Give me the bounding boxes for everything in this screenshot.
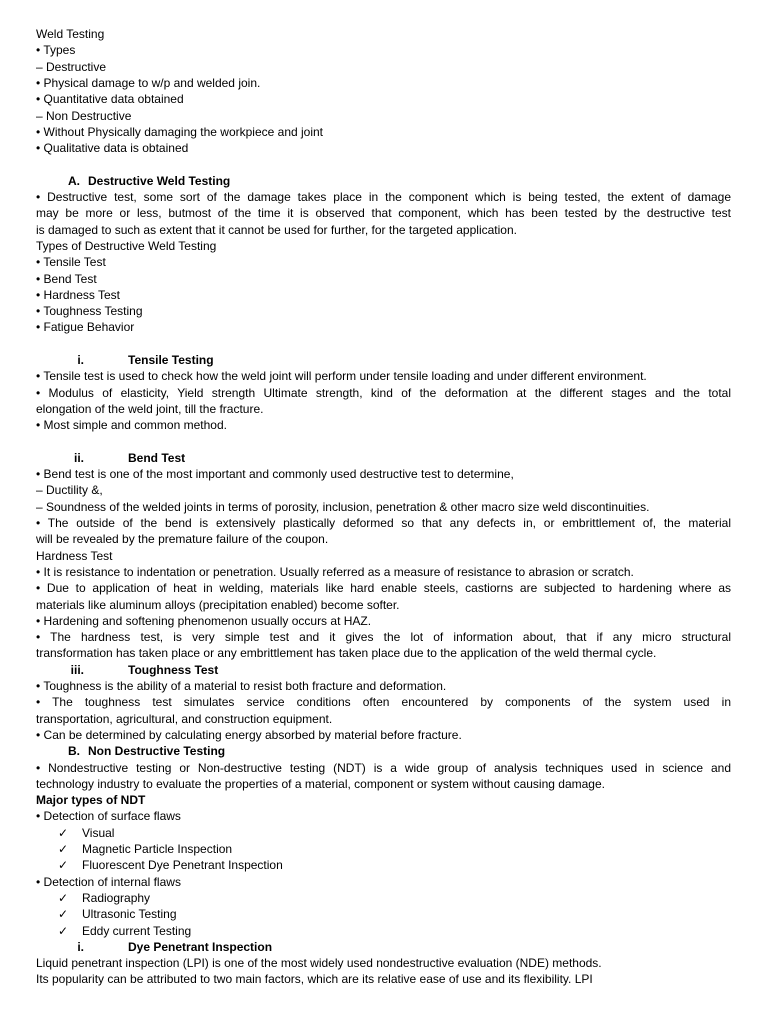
text-line: • The hardness test, is very simple test and it gives the lot of information about, that if any micro structural	[36, 630, 731, 645]
subsection-heading	[58, 662, 731, 678]
text-line: • Due to application of heat in welding, materials like hard enable steels, castiorns are subjected to hardening where as	[36, 581, 731, 596]
heading-number: i.	[77, 939, 84, 954]
heading-number: A.	[68, 173, 80, 188]
text-line: • Tensile Test	[36, 255, 106, 270]
text-line: materials like aluminum alloys (precipitation enabled) become softer.	[36, 597, 400, 612]
text-line: may be more or less, butmost of the time it is observed that component, which has been tested by the destructive test	[36, 206, 731, 221]
text-line: • Types	[36, 43, 76, 58]
text-line: • Most simple and common method.	[36, 418, 227, 433]
checklist-item	[58, 857, 753, 873]
heading-number: ii.	[73, 450, 84, 465]
checklist-text: Eddy current Testing	[82, 923, 192, 938]
text-line: • Toughness Testing	[36, 304, 143, 319]
heading-text: Destructive Weld Testing	[88, 173, 231, 188]
text-line: • Destructive test, some sort of the damage takes place in the component which is being tested, the extent of damage	[36, 190, 731, 204]
heading-text: Bend Test	[128, 450, 186, 465]
checklist-text: Ultrasonic Testing	[82, 907, 177, 922]
checklist-item	[58, 923, 753, 939]
text-line: • Fatigue Behavior	[36, 320, 135, 335]
text-line: • Hardening and softening phenomenon usually occurs at HAZ.	[36, 613, 372, 628]
text-line: transportation, agricultural, and construction equipment.	[36, 711, 333, 726]
text-line: • The outside of the bend is extensively plastically deformed so that any defects in, or embrittlement of, the material	[36, 516, 731, 530]
checklist-text: Visual	[82, 825, 115, 840]
heading-text: Non Destructive Testing	[88, 744, 226, 759]
text-line: • Tensile test is used to check how the weld joint will perform under tensile loading and under different environment.	[36, 369, 647, 384]
text-line: • Bend Test	[36, 271, 97, 286]
checklist-text: Fluorescent Dye Penetrant Inspection	[82, 858, 283, 873]
text-line: Liquid penetrant inspection (LPI) is one of the most widely used nondestructive evaluation (NDE) methods.	[36, 956, 602, 971]
text-line: • The toughness test simulates service conditions often encountered by components of the system used in	[36, 695, 731, 710]
heading-text: Toughness Test	[128, 662, 219, 677]
text-line: Weld Testing	[36, 27, 105, 41]
text-line: elongation of the weld joint, till the fracture.	[36, 401, 264, 416]
text-line: transformation has taken place or any embrittlement has taken place due to the application of the weld thermal cycle.	[36, 646, 657, 661]
text-line: will be revealed by the premature failure of the coupon.	[36, 532, 329, 547]
text-line: Its popularity can be attributed to two main factors, which are its relative ease of use and its flexibility. LPI	[36, 972, 593, 987]
text-line: • Without Physically damaging the workpiece and joint	[36, 124, 324, 139]
text-line: • Qualitative data is obtained	[36, 141, 189, 156]
text-line: Types of Destructive Weld Testing	[36, 238, 217, 253]
checklist-item	[58, 841, 753, 857]
blank-line	[36, 434, 731, 450]
text-line: • Hardness Test	[36, 287, 121, 302]
text-line: • Toughness is the ability of a material to resist both fracture and deformation.	[36, 679, 447, 693]
checklist-text: Radiography	[82, 890, 151, 905]
checklist-item	[58, 906, 753, 922]
heading-number: iii.	[70, 662, 84, 677]
text-line: • Can be determined by calculating energy absorbed by material before fracture.	[36, 727, 462, 742]
section-heading	[58, 743, 731, 759]
checkmark-icon: ✓	[58, 858, 69, 873]
blank-line	[36, 156, 731, 172]
text-line: – Non Destructive	[36, 108, 132, 123]
text-line: • Bend test is one of the most important and commonly used destructive test to determine,	[36, 467, 514, 482]
subsection-heading	[58, 450, 731, 466]
heading-text: Dye Penetrant Inspection	[128, 939, 273, 954]
checkmark-icon: ✓	[58, 890, 69, 905]
section-heading	[58, 173, 731, 189]
text-line: • Physical damage to w/p and welded join.	[36, 75, 261, 90]
text-line: • Detection of surface flaws	[36, 809, 181, 824]
checkmark-icon: ✓	[58, 923, 69, 938]
heading-number: i.	[77, 353, 84, 367]
checklist-text: Magnetic Particle Inspection	[82, 842, 233, 856]
blank-line	[36, 336, 731, 352]
text-line: • Quantitative data obtained	[36, 92, 184, 107]
text-line: – Ductility &,	[36, 483, 103, 498]
checkmark-icon: ✓	[58, 825, 69, 840]
heading-text: Tensile Testing	[128, 353, 214, 367]
text-line: • Nondestructive testing or Non-destructive testing (NDT) is a wide group of analysis techniques used in science and	[36, 760, 731, 775]
checklist-item	[58, 890, 753, 906]
checklist-item	[58, 825, 753, 841]
text-line: • It is resistance to indentation or penetration. Usually referred as a measure of resistance to abrasion or scratch.	[36, 564, 634, 579]
text-line: – Soundness of the welded joints in terms of porosity, inclusion, penetration & other macro size weld discontinuities.	[36, 499, 650, 514]
subsection-heading	[58, 939, 731, 955]
text-line: • Modulus of elasticity, Yield strength Ultimate strength, kind of the deformation at the different stages and the total	[36, 385, 731, 400]
subsection-heading	[58, 352, 731, 368]
text-line: – Destructive	[36, 59, 107, 74]
checkmark-icon: ✓	[58, 842, 69, 856]
text-line: is damaged to such as extent that it cannot be used for further, for the targeted application.	[36, 222, 517, 237]
text-line: Hardness Test	[36, 548, 113, 563]
text-line: • Detection of internal flaws	[36, 874, 181, 889]
text-line: Major types of NDT	[36, 793, 146, 808]
text-line: technology industry to evaluate the properties of a material, component or system without causing damage.	[36, 776, 605, 791]
checkmark-icon: ✓	[58, 907, 69, 922]
heading-number: B.	[68, 744, 80, 759]
